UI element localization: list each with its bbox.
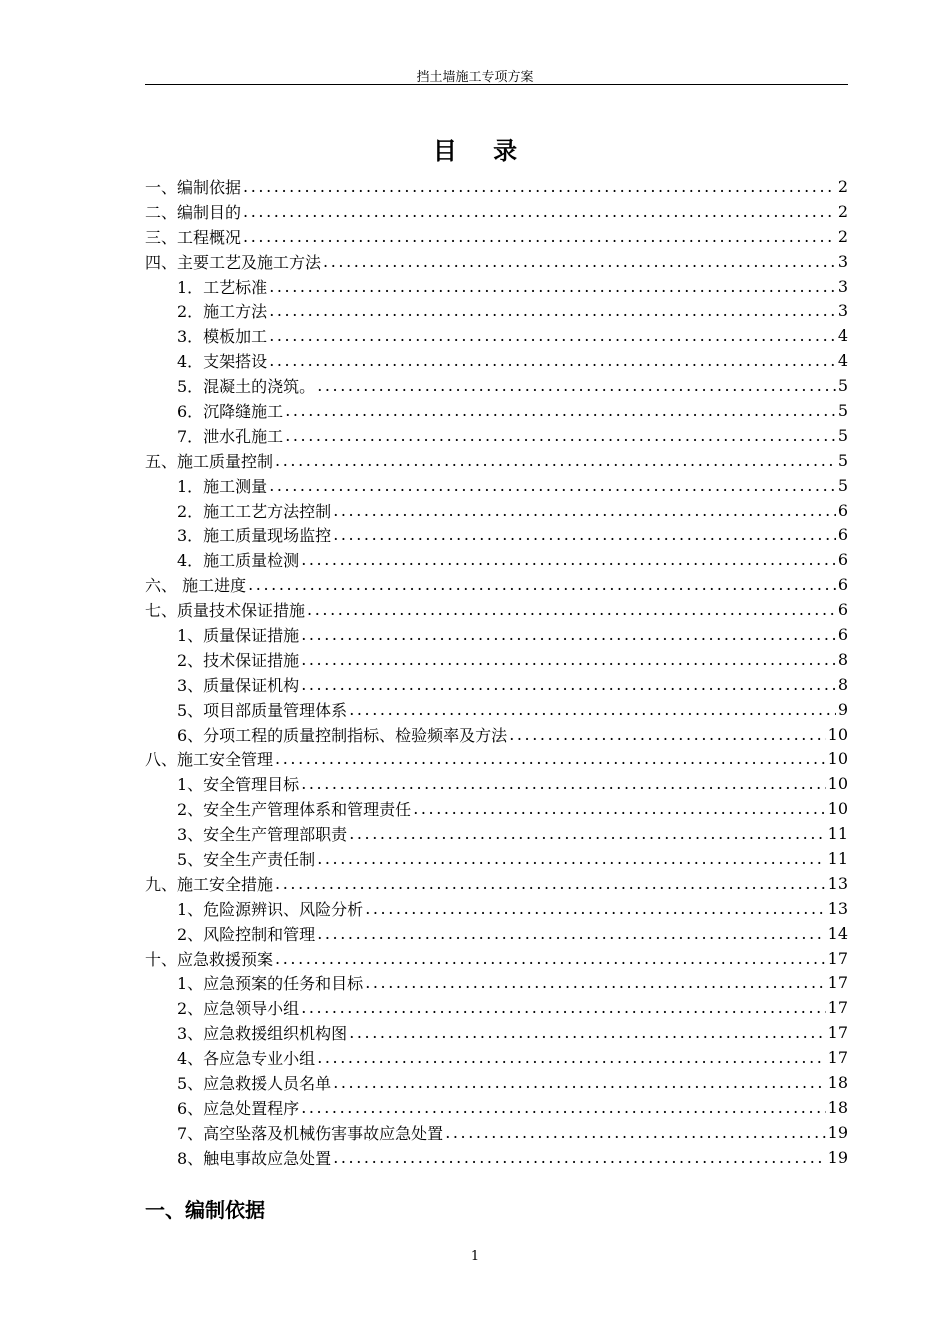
toc-entry-text: 3．模板加工 bbox=[177, 327, 268, 347]
toc-leader-dots bbox=[275, 874, 826, 893]
toc-entry[interactable] bbox=[145, 672, 848, 697]
toc-entry-page: 6 bbox=[837, 525, 848, 545]
toc-entry-text: 2、风险控制和管理 bbox=[177, 924, 316, 944]
toc-entry-page: 17 bbox=[827, 948, 848, 968]
toc-entry[interactable] bbox=[145, 1145, 848, 1170]
toc-entry[interactable] bbox=[145, 298, 848, 323]
toc-entry[interactable] bbox=[145, 921, 848, 946]
toc-leader-dots bbox=[307, 600, 836, 619]
toc-entry-text: 六、 施工进度 bbox=[145, 576, 247, 596]
toc-entry[interactable] bbox=[145, 398, 848, 423]
toc-entry[interactable] bbox=[145, 697, 848, 722]
toc-entry-text: 1、应急预案的任务和目标 bbox=[177, 974, 364, 994]
toc-entry[interactable] bbox=[145, 722, 848, 747]
toc-entry-page: 5 bbox=[837, 376, 848, 396]
toc-entry-text: 2、安全生产管理体系和管理责任 bbox=[177, 800, 412, 820]
toc-entry-page: 13 bbox=[827, 898, 848, 918]
toc-entry[interactable] bbox=[145, 274, 848, 299]
toc-leader-dots bbox=[317, 1048, 825, 1067]
toc-entry-page: 17 bbox=[827, 1048, 848, 1068]
toc-entry-page: 13 bbox=[827, 873, 848, 893]
section-heading: 一、编制依据 bbox=[145, 1198, 265, 1222]
toc-entry-page: 5 bbox=[837, 400, 848, 420]
toc-entry[interactable] bbox=[145, 746, 848, 771]
toc-leader-dots bbox=[333, 501, 836, 520]
toc-leader-dots bbox=[248, 575, 836, 594]
toc-entry[interactable] bbox=[145, 473, 848, 498]
toc-leader-dots bbox=[349, 700, 836, 719]
toc-leader-dots bbox=[285, 426, 836, 445]
toc-entry-page: 10 bbox=[827, 749, 848, 769]
toc-title: 目 录 bbox=[432, 136, 532, 165]
toc-entry-page: 17 bbox=[827, 973, 848, 993]
toc-entry-text: 1．工艺标准 bbox=[177, 277, 268, 297]
toc-leader-dots bbox=[301, 650, 836, 669]
toc-leader-dots bbox=[275, 749, 826, 768]
toc-entry-page: 4 bbox=[837, 326, 848, 346]
toc-entry-page: 11 bbox=[827, 824, 848, 844]
toc-leader-dots bbox=[333, 1148, 825, 1167]
toc-leader-dots bbox=[285, 401, 836, 420]
toc-entry-text: 2．施工方法 bbox=[177, 302, 268, 322]
toc-entry-text: 6．沉降缝施工 bbox=[177, 401, 284, 421]
toc-leader-dots bbox=[269, 301, 836, 320]
toc-entry-text: 2、技术保证措施 bbox=[177, 650, 300, 670]
toc-entry-text: 3、质量保证机构 bbox=[177, 675, 300, 695]
toc-entry-text: 5、安全生产责任制 bbox=[177, 849, 316, 869]
toc-leader-dots bbox=[301, 550, 836, 569]
toc-entry-page: 2 bbox=[837, 201, 848, 221]
toc-leader-dots bbox=[509, 725, 825, 744]
toc-entry[interactable] bbox=[145, 249, 848, 274]
toc-entry[interactable] bbox=[145, 199, 848, 224]
page-header-title: 挡土墙施工专项方案 bbox=[416, 70, 534, 85]
toc-entry[interactable] bbox=[145, 348, 848, 373]
toc-entry[interactable] bbox=[145, 1120, 848, 1145]
toc-entry[interactable] bbox=[145, 971, 848, 996]
toc-leader-dots bbox=[275, 451, 836, 470]
toc-entry-page: 17 bbox=[827, 1023, 848, 1043]
toc-entry-page: 2 bbox=[837, 226, 848, 246]
toc-entry-page: 18 bbox=[827, 1073, 848, 1092]
toc-leader-dots bbox=[269, 351, 836, 370]
toc-leader-dots bbox=[323, 252, 836, 271]
toc-entry-text: 7．泄水孔施工 bbox=[177, 426, 284, 446]
toc-entry-page: 5 bbox=[837, 475, 848, 495]
toc-entry-text: 4．支架搭设 bbox=[177, 352, 268, 372]
toc-leader-dots bbox=[275, 949, 826, 968]
toc-entry-page: 2 bbox=[837, 176, 848, 196]
toc-entry-page: 4 bbox=[837, 351, 848, 371]
toc-entry[interactable] bbox=[145, 498, 848, 523]
toc-leader-dots bbox=[413, 799, 825, 818]
toc-entry[interactable] bbox=[145, 796, 848, 821]
toc-entry[interactable] bbox=[145, 373, 848, 398]
toc-entry-page: 9 bbox=[837, 699, 848, 719]
toc-entry-text: 十、应急救援预案 bbox=[145, 949, 274, 969]
toc-entry-text: 2．施工工艺方法控制 bbox=[177, 501, 332, 521]
toc-entry-page: 10 bbox=[827, 724, 848, 744]
toc-entry-text: 1、危险源辨识、风险分析 bbox=[177, 899, 364, 919]
toc-entry[interactable] bbox=[145, 547, 848, 572]
toc-entry[interactable] bbox=[145, 821, 848, 846]
toc-leader-dots bbox=[243, 227, 836, 246]
toc-leader-dots bbox=[243, 177, 836, 196]
toc-entry-text: 九、施工安全措施 bbox=[145, 874, 274, 894]
toc-entry[interactable] bbox=[145, 423, 848, 448]
toc-entry-text: 四、主要工艺及施工方法 bbox=[145, 252, 322, 272]
toc-entry[interactable] bbox=[145, 174, 848, 199]
toc-entry-text: 7、高空坠落及机械伤害事故应急处置 bbox=[177, 1123, 444, 1143]
toc-entry[interactable] bbox=[145, 946, 848, 971]
toc-entry-text: 2、应急领导小组 bbox=[177, 999, 300, 1019]
toc-entry-page: 6 bbox=[837, 600, 848, 620]
header-divider bbox=[145, 84, 848, 85]
toc-entry-text: 三、工程概况 bbox=[145, 227, 242, 247]
toc-leader-dots bbox=[269, 476, 836, 495]
toc-entry-text: 八、施工安全管理 bbox=[145, 750, 274, 770]
toc-leader-dots bbox=[301, 998, 825, 1017]
toc-entry-text: 6、应急处置程序 bbox=[177, 1098, 300, 1118]
toc-leader-dots bbox=[243, 202, 836, 221]
toc-entry-page: 14 bbox=[827, 923, 848, 943]
toc-entry-page: 5 bbox=[837, 450, 848, 470]
toc-entry[interactable] bbox=[145, 448, 848, 473]
toc-entry[interactable] bbox=[145, 896, 848, 921]
toc-entry-text: 5、应急救援人员名单 bbox=[177, 1074, 332, 1093]
toc-leader-dots bbox=[269, 326, 836, 345]
toc-entry-text: 6、分项工程的质量控制指标、检验频率及方法 bbox=[177, 725, 508, 745]
toc-entry[interactable] bbox=[145, 1045, 848, 1070]
toc-entry-page: 6 bbox=[837, 575, 848, 595]
toc-entry[interactable] bbox=[145, 995, 848, 1020]
toc-entry[interactable] bbox=[145, 1020, 848, 1045]
toc-entry-page: 5 bbox=[837, 425, 848, 445]
toc-entry[interactable] bbox=[145, 323, 848, 348]
toc-leader-dots bbox=[365, 899, 825, 918]
toc-entry-text: 4、各应急专业小组 bbox=[177, 1049, 316, 1069]
toc-entry-text: 3、应急救援组织机构图 bbox=[177, 1024, 348, 1044]
toc-entry-page: 10 bbox=[827, 774, 848, 794]
toc-leader-dots bbox=[333, 525, 836, 544]
toc-entry-page: 3 bbox=[837, 301, 848, 321]
page-number: 1 bbox=[470, 1249, 480, 1264]
toc-entry-page: 6 bbox=[837, 624, 848, 644]
toc-entry-page: 17 bbox=[827, 998, 848, 1018]
toc-leader-dots bbox=[317, 376, 836, 395]
toc-entry[interactable] bbox=[145, 622, 848, 647]
toc-entry[interactable] bbox=[145, 572, 848, 597]
toc-entry-page: 19 bbox=[827, 1147, 848, 1167]
toc-entry[interactable] bbox=[145, 771, 848, 796]
toc-entry[interactable] bbox=[145, 522, 848, 547]
toc-entry[interactable] bbox=[145, 647, 848, 672]
toc-entry[interactable] bbox=[145, 846, 848, 871]
toc-leader-dots bbox=[349, 824, 825, 843]
toc-entry-page: 8 bbox=[837, 649, 848, 669]
toc-leader-dots bbox=[301, 625, 836, 644]
toc-entry-text: 5．混凝土的浇筑。 bbox=[177, 377, 316, 397]
toc-entry-page: 8 bbox=[837, 674, 848, 694]
toc-entry-text: 8、触电事故应急处置 bbox=[177, 1148, 332, 1168]
toc-leader-dots bbox=[445, 1123, 825, 1142]
toc-leader-dots bbox=[301, 675, 836, 694]
toc-leader-dots bbox=[349, 1023, 825, 1042]
toc-entry-page: 3 bbox=[837, 276, 848, 296]
toc-entry-page: 3 bbox=[837, 251, 848, 271]
toc-entry-page: 6 bbox=[837, 550, 848, 570]
toc-entry-text: 3、安全生产管理部职责 bbox=[177, 825, 348, 845]
toc-leader-dots bbox=[301, 1098, 825, 1117]
toc-entry[interactable] bbox=[145, 224, 848, 249]
toc-entry-text: 二、编制目的 bbox=[145, 202, 242, 222]
toc-entry-text: 五、施工质量控制 bbox=[145, 451, 274, 471]
toc-leader-dots bbox=[365, 973, 825, 992]
toc-entry-text: 1、安全管理目标 bbox=[177, 775, 300, 795]
toc-entry-text: 1．施工测量 bbox=[177, 476, 268, 496]
table-of-contents bbox=[145, 174, 848, 1170]
toc-leader-dots bbox=[269, 277, 836, 296]
toc-entry-page: 10 bbox=[827, 799, 848, 819]
toc-leader-dots bbox=[333, 1073, 825, 1092]
toc-entry[interactable] bbox=[145, 597, 848, 622]
toc-entry-text: 七、质量技术保证措施 bbox=[145, 601, 306, 621]
toc-entry-text: 3．施工质量现场监控 bbox=[177, 526, 332, 546]
toc-leader-dots bbox=[317, 849, 825, 868]
toc-entry[interactable] bbox=[145, 1095, 848, 1120]
toc-entry-page: 18 bbox=[827, 1097, 848, 1117]
toc-entry-page: 19 bbox=[827, 1122, 848, 1142]
toc-entry-text: 4．施工质量检测 bbox=[177, 551, 300, 571]
toc-entry[interactable] bbox=[145, 871, 848, 896]
toc-leader-dots bbox=[301, 774, 825, 793]
toc-entry-page: 6 bbox=[837, 500, 848, 520]
toc-entry-page: 11 bbox=[827, 848, 848, 868]
toc-entry-text: 1、质量保证措施 bbox=[177, 625, 300, 645]
toc-leader-dots bbox=[317, 924, 825, 943]
toc-entry-text: 5、项目部质量管理体系 bbox=[177, 700, 348, 720]
toc-entry[interactable] bbox=[145, 1070, 848, 1095]
toc-entry-text: 一、编制依据 bbox=[145, 177, 242, 197]
